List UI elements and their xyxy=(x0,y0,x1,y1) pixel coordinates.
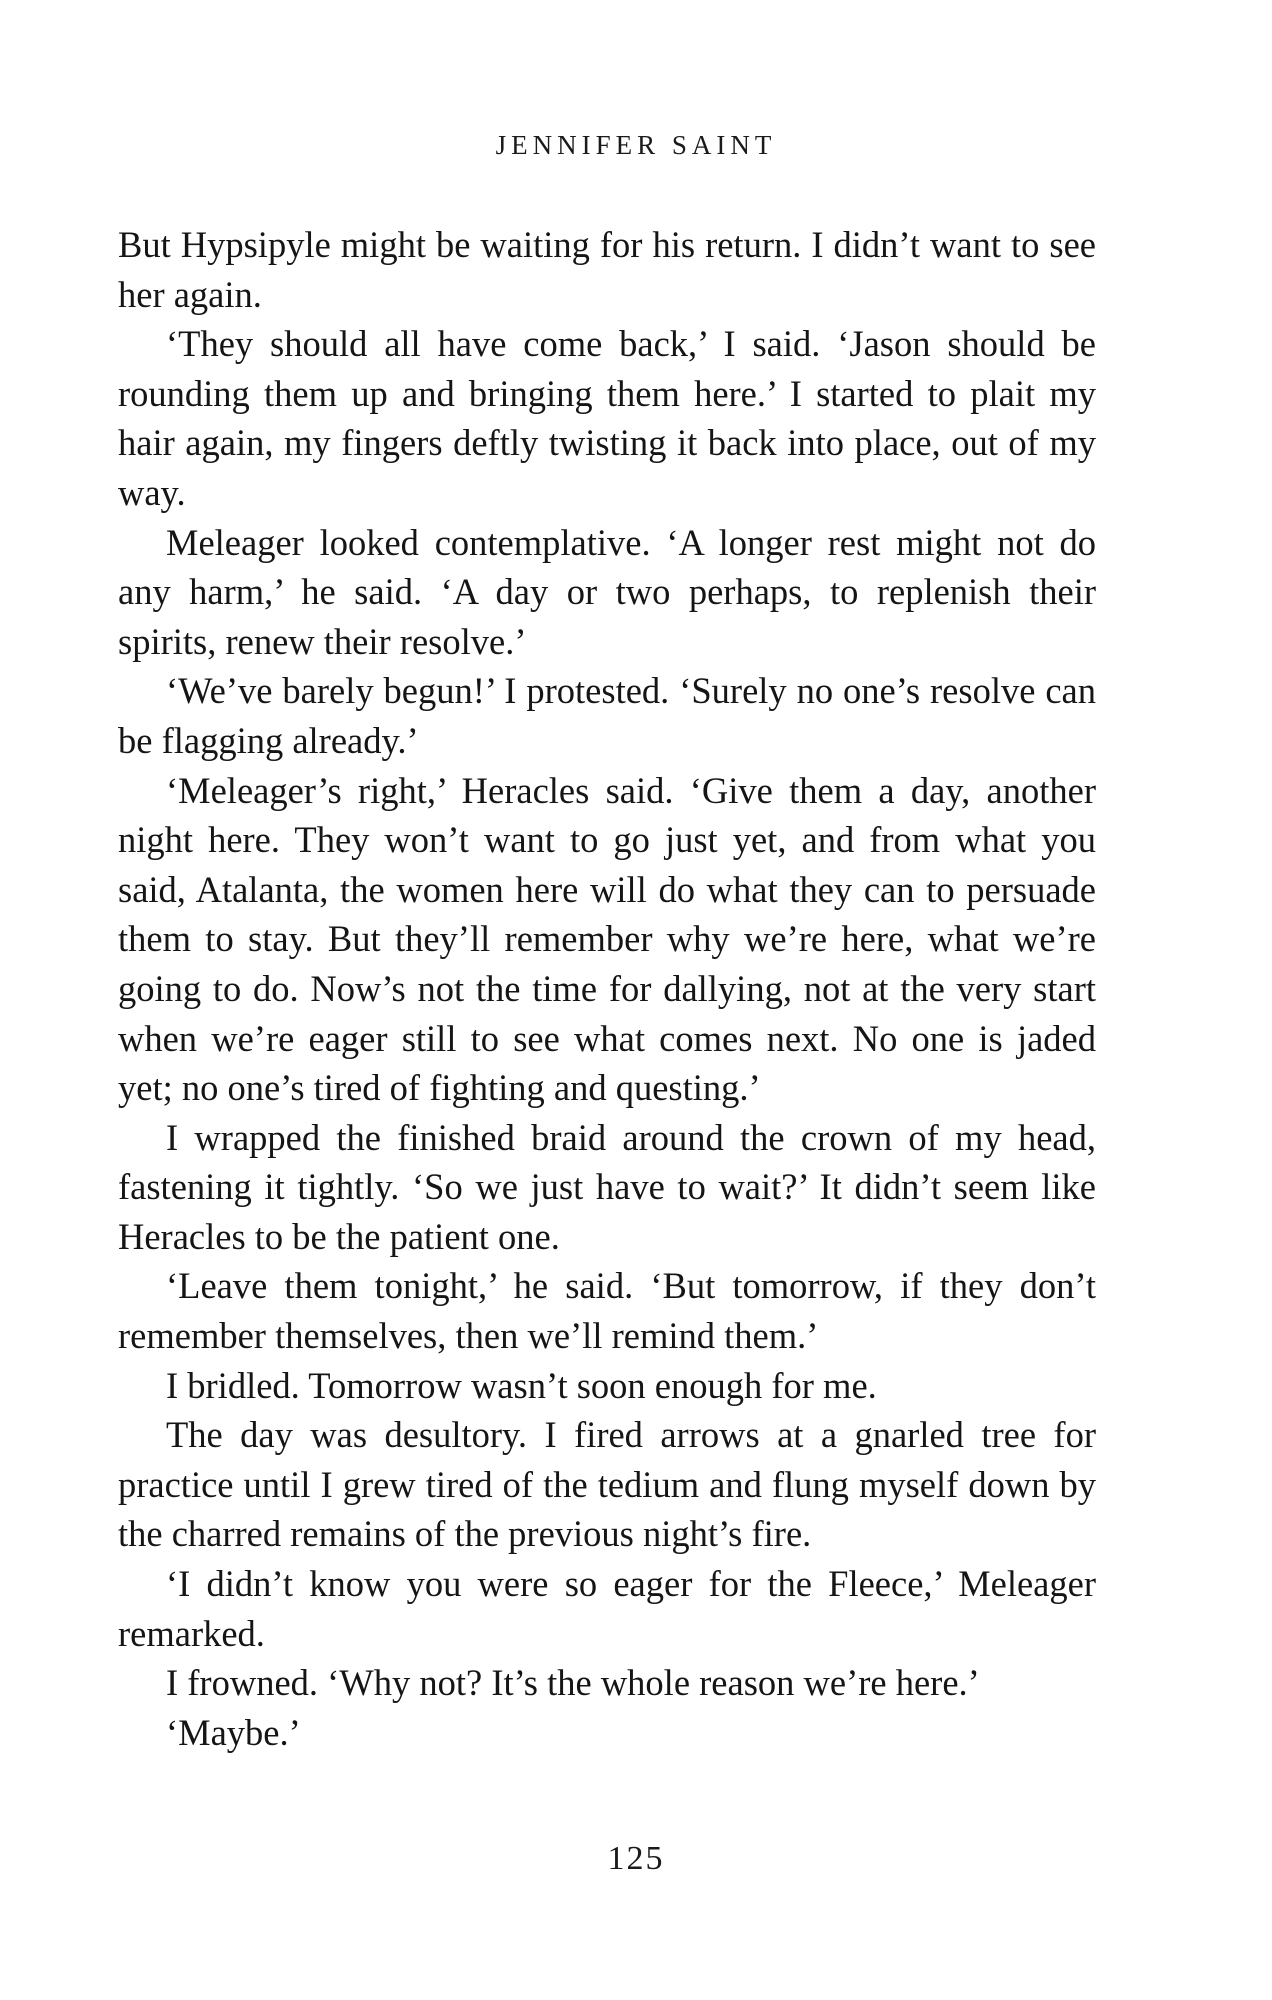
paragraph: ‘Leave them tonight,’ he said. ‘But tomorrow, if they don’t remember themselves, then we’ll remind them.’ xyxy=(118,1265,1096,1357)
paragraph: But Hypsipyle might be waiting for his return. I didn’t want to see her again. xyxy=(118,224,1096,315)
paragraph: ‘Maybe.’ xyxy=(166,1711,301,1753)
page-number: 125 xyxy=(607,1840,665,1877)
paragraph: ‘They should all have come back,’ I said. ‘Jason should be rounding them up and bringing them here.’ I started to plait my hair again, my fingers deftly twisting it back into place, out of my way. xyxy=(118,323,1096,513)
paragraph: ‘Meleager’s right,’ Heracles said. ‘Give them a day, another night here. They won’t want to go just yet, and from what you said, Atalanta, the women here will do what they can to persuade them to stay. But they’ll remember why we’re here, what we’re going to do. Now’s not the time for dallying, not at the very start when we’re eager still to see what comes next. No one is jaded yet; no one’s tired of fighting and questing.’ xyxy=(118,769,1096,1109)
paragraph: I wrapped the finished braid around the crown of my head, fastening it tightly. ‘So we just have to wait?’ It didn’t seem like Heracles to be the patient one. xyxy=(118,1116,1096,1257)
paragraph: I bridled. Tomorrow wasn’t soon enough for me. xyxy=(166,1364,877,1406)
paragraph: ‘I didn’t know you were so eager for the Fleece,’ Meleager remarked. xyxy=(118,1563,1096,1654)
paragraph: Meleager looked contemplative. ‘A longer rest might not do any harm,’ he said. ‘A day or two perhaps, to replenish their spirits, renew their resolve.’ xyxy=(118,521,1096,662)
paragraph: I frowned. ‘Why not? It’s the whole reason we’re here.’ xyxy=(166,1662,980,1704)
paragraph: The day was desultory. I fired arrows at a gnarled tree for practice until I grew tired of the tedium and flung myself down by the charred remains of the previous night’s fire. xyxy=(118,1414,1096,1555)
running-head: JENNIFER SAINT xyxy=(495,130,777,160)
paragraph: ‘We’ve barely begun!’ I protested. ‘Surely no one’s resolve can be flagging already.’ xyxy=(118,670,1096,761)
body-text xyxy=(118,220,1096,1757)
